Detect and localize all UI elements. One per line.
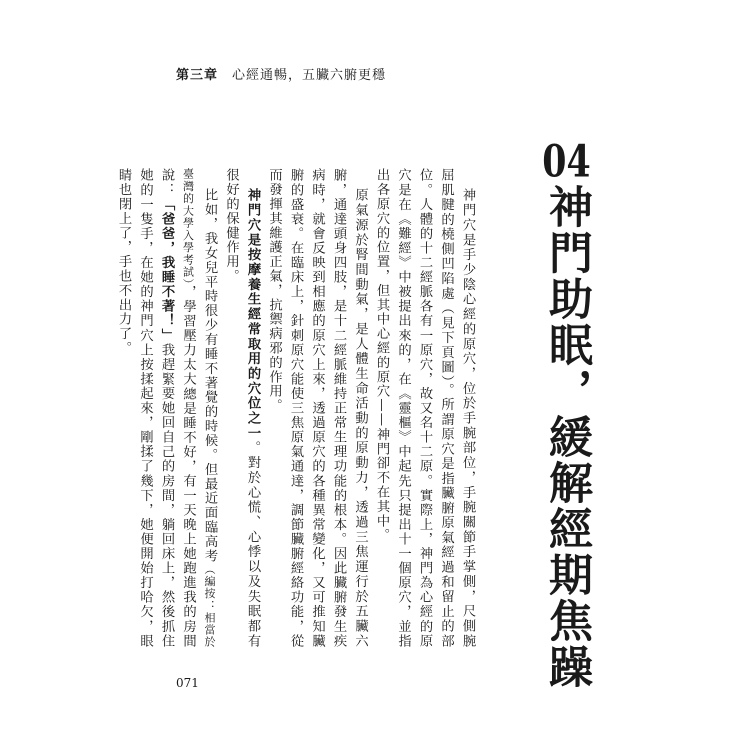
section-title-line2: 緩解經期焦躁: [541, 414, 592, 690]
running-header: [176, 64, 386, 83]
paragraph-3-emphasis: 神門穴是按摩養生經常取用的穴位之一: [245, 187, 260, 441]
editor-note: （編按：相當於臺灣的大學入學考試）: [181, 168, 216, 649]
paragraph-3: [220, 168, 263, 648]
paragraph-4: [113, 168, 221, 648]
paragraph-4-text-c: 我趕緊要她回自己的房間，躺回床上，然後抓住她的一隻手，在她的神門穴上按揉起來，剛揉了幾下，她便開始打哈欠，眼睛也閉上了，手也不出力了。: [116, 168, 174, 648]
paragraph-1: [371, 168, 479, 648]
body-text: [116, 168, 478, 649]
paragraph-4-text-a: 比如，我女兒平時很少有睡不著覺的時候。但最近面臨高考: [202, 187, 217, 564]
paragraph-4-quote: 「爸爸，我睡不著！」: [159, 197, 174, 343]
paragraph-2: [263, 168, 371, 648]
chapter-label: 第三章: [176, 68, 219, 83]
paragraph-3-text: 。對於心慌、心悸以及失眠都有很好的保健作用。: [223, 168, 260, 648]
section-title: [498, 140, 592, 690]
paragraph-2-text: 原氣源於腎間動氣，是人體生命活動的原動力，透過三焦運行於五臟六腑，通達頭身四肢，是十二經脈維持正常生理功能的根本。因此臟腑發生疾病時，就會反映到相應的原穴上來，透過原穴的各種異常變化，又可推知臟腑的盛衰。在臨床上，針刺原穴能使三焦原氣通達，調節臟腑經絡功能，從而發揮其維護正氣，抗禦病邪的作用。: [266, 168, 368, 648]
chapter-header-title: 心經通暢，五臟六腑更穩: [232, 68, 387, 83]
paragraph-4-text-b: ，學習壓力太大總是睡不好，有一天晚上她跑進我的房間說：: [159, 168, 196, 649]
section-number: 04: [542, 140, 591, 184]
section-title-line1: 神門助眠，: [541, 184, 592, 414]
page-number: 071: [176, 676, 199, 690]
paragraph-1-text: 神門穴是手少陰心經的原穴，位於手腕部位，手腕關節手掌側，尺側腕屈肌腱的橈側凹陷處（見下頁圖）。所謂原穴是指臟腑原氣經過和留止的部位。人體的十二經脈各有一原穴，故又名十二原。實際上，神門為心經的原穴是在《難經》中被提出來的，在《靈樞》中起先只提出十一個原穴，並指出各原穴的位置，但其中心經的原穴——神門卻不在其中。: [374, 168, 475, 648]
